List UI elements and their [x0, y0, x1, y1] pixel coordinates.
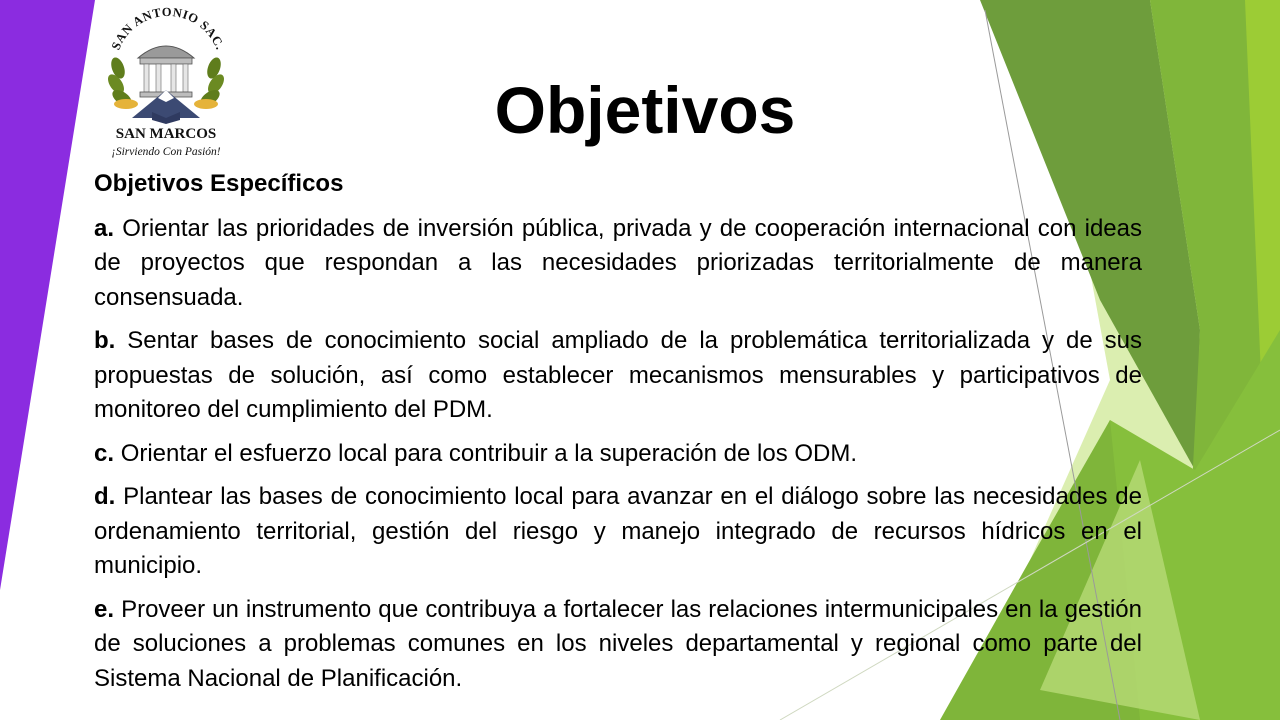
slide-content	[94, 167, 1142, 705]
item-marker: b.	[94, 327, 116, 354]
objective-item-a	[94, 212, 1142, 316]
objective-item-e	[94, 593, 1142, 697]
svg-text:SAN ANTONIO SAC.	[109, 6, 228, 52]
item-text: Orientar las prioridades de inversión pública, privada y de cooperación internacional con ideas de proyectos que respondan a las necesidades priorizadas territorialmente de manera consensuada.	[94, 214, 1143, 311]
slide-title: Objetivos	[494, 73, 796, 147]
section-subtitle: Objetivos Específicos	[94, 170, 344, 197]
municipal-logo	[96, 6, 236, 162]
item-text: Plantear las bases de conocimiento local para avanzar en el diálogo sobre las necesidades de ordenamiento territorial, gestión del riesgo y manejo integrado de recursos hídricos en el municipio.	[94, 483, 1142, 579]
item-marker: d.	[94, 483, 116, 510]
objective-item-d	[94, 480, 1142, 584]
logo-arc-text: SAN ANTONIO SAC.	[108, 6, 228, 52]
kiosk-building-icon	[138, 46, 194, 97]
objective-item-b	[94, 324, 1142, 428]
logo-slogan: ¡Sirviendo Con Pasión!	[111, 146, 221, 158]
purple-left-band	[0, 0, 95, 590]
objective-item-c	[94, 437, 1142, 472]
item-marker: e.	[94, 595, 115, 623]
item-text: Sentar bases de conocimiento social ampliado de la problemática territorializada y de sus propuestas de solución, así como establecer mecanismos mensurables y participativos de monitoreo del cumplimiento del PDM.	[94, 327, 1142, 423]
item-marker: c.	[94, 439, 115, 467]
logo-name: SAN MARCOS	[115, 126, 217, 142]
item-text: Proveer un instrumento que contribuya a fortalecer las relaciones intermunicipales en la gestión de soluciones a problemas comunes en los niveles departamental y regional como parte del Sistema Nacional de Planificación.	[94, 595, 1143, 692]
item-text: Orientar el esfuerzo local para contribuir a la superación de los ODM.	[120, 439, 858, 467]
item-marker: a.	[94, 214, 115, 242]
